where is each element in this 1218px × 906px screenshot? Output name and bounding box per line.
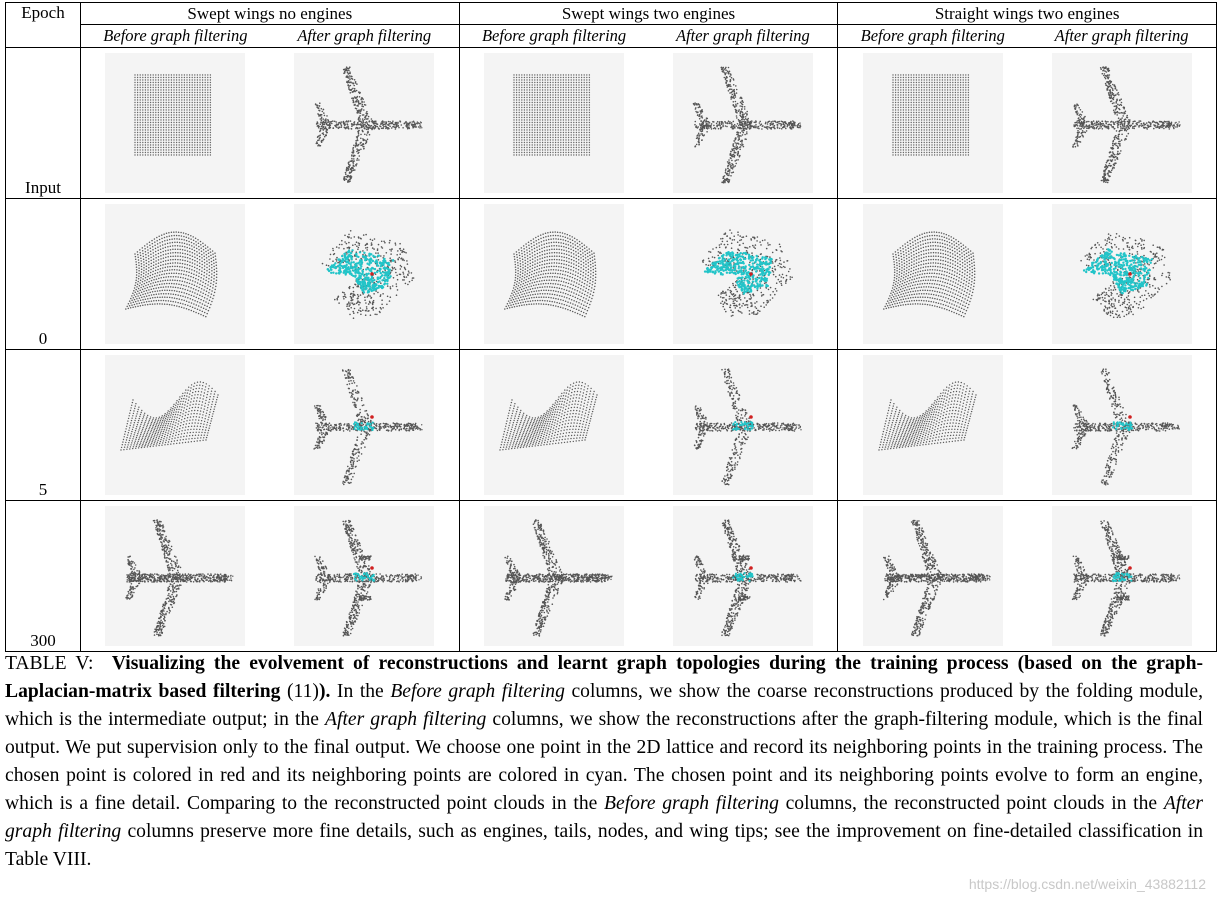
subheader-after: After graph filtering: [675, 26, 810, 45]
table-row: [6, 199, 1217, 350]
image-cell: [81, 501, 460, 652]
table-caption: TABLE V: Visualizing the evolvement of reconstructions and learnt graph topologies during the training process (based on the graph-Laplacian-matrix based filtering (11)). In the Before graph filtering columns, we show the coarse reconstructions produced by the folding module, which is the intermediate output; in the After graph filtering columns, we show the reconstructions after the graph-filtering module, which is the final output. We put supervision only to the final output. We choose one point in the 2D lattice and record its neighboring points in the training process. The chosen point is colored in red and its neighboring points are colored in cyan. The chosen point and its neighboring points evolve to form an engine, which is a fine detail. Comparing to the reconstructed point clouds in the Before graph filtering columns, the reconstructed point clouds in the After graph filtering columns preserve more fine details, such as engines, tails, nodes, and wing tips; see the improvement on fine-detailed classification in Table VIII.: [5, 653, 1204, 870]
image-cell: [459, 48, 838, 199]
before-filtering-point-cloud: [838, 506, 1027, 646]
subheader-before: Before graph filtering: [103, 26, 248, 45]
results-table: [5, 2, 1217, 652]
after-filtering-point-cloud: [648, 204, 837, 344]
caption-italic-term: Before graph filtering: [604, 793, 779, 814]
before-filtering-point-cloud: [460, 204, 649, 344]
after-filtering-point-cloud: [270, 204, 459, 344]
subheader-group-1: [81, 25, 460, 48]
epoch-header: Epoch: [6, 3, 81, 48]
caption-eqref: (11): [287, 681, 319, 702]
group-header-swept-no-engines: Swept wings no engines: [81, 3, 460, 25]
before-filtering-point-cloud: [460, 355, 649, 495]
caption-bold: Visualizing the evolvement of reconstructions and learnt graph topologies during the training process (based on the graph-Laplacian-matrix based filtering (11)).: [5, 653, 1204, 702]
before-filtering-point-cloud: [838, 204, 1027, 344]
image-cell: [838, 199, 1217, 350]
after-filtering-point-cloud: [270, 53, 459, 193]
caption-italic-term: After graph filtering: [325, 709, 487, 730]
subheader-group-2: [459, 25, 838, 48]
after-filtering-point-cloud: [1027, 506, 1216, 646]
after-filtering-point-cloud: [270, 506, 459, 646]
table-row: [6, 350, 1217, 501]
before-filtering-point-cloud: [81, 204, 270, 344]
subheader-before: Before graph filtering: [860, 26, 1005, 45]
subheader-group-3: [838, 25, 1217, 48]
caption-label: TABLE V:: [5, 653, 94, 674]
image-cell: [81, 48, 460, 199]
epoch-label: Input: [6, 48, 81, 199]
after-filtering-point-cloud: [1027, 204, 1216, 344]
epoch-label: 300: [6, 501, 81, 652]
header-row: [6, 3, 1217, 25]
subheader-row: [6, 25, 1217, 48]
image-cell: [459, 501, 838, 652]
epoch-label: 5: [6, 350, 81, 501]
subheader-after: After graph filtering: [1054, 26, 1189, 45]
image-cell: [81, 350, 460, 501]
before-filtering-point-cloud: [81, 53, 270, 193]
subheader-before: Before graph filtering: [481, 26, 627, 45]
after-filtering-point-cloud: [648, 53, 837, 193]
image-cell: [838, 501, 1217, 652]
group-header-straight-two-engines: Straight wings two engines: [838, 3, 1217, 25]
before-filtering-point-cloud: [81, 355, 270, 495]
table-row: [6, 501, 1217, 652]
after-filtering-point-cloud: [648, 506, 837, 646]
epoch-label: 0: [6, 199, 81, 350]
image-cell: [81, 199, 460, 350]
caption-italic-term: Before graph filtering: [390, 681, 565, 702]
before-filtering-point-cloud: [460, 506, 649, 646]
after-filtering-point-cloud: [1027, 355, 1216, 495]
table-row: [6, 48, 1217, 199]
after-filtering-point-cloud: [648, 355, 837, 495]
image-cell: [838, 48, 1217, 199]
before-filtering-point-cloud: [838, 53, 1027, 193]
before-filtering-point-cloud: [460, 53, 649, 193]
caption-italic-term: After graph filtering: [5, 793, 1204, 842]
image-cell: [838, 350, 1217, 501]
subheader-after: After graph filtering: [297, 26, 432, 45]
table-body: [6, 48, 1217, 652]
before-filtering-point-cloud: [81, 506, 270, 646]
image-cell: [459, 350, 838, 501]
before-filtering-point-cloud: [838, 355, 1027, 495]
group-header-swept-two-engines: Swept wings two engines: [459, 3, 838, 25]
image-cell: [459, 199, 838, 350]
after-filtering-point-cloud: [1027, 53, 1216, 193]
after-filtering-point-cloud: [270, 355, 459, 495]
watermark: https://blog.csdn.net/weixin_43882112: [968, 876, 1206, 892]
